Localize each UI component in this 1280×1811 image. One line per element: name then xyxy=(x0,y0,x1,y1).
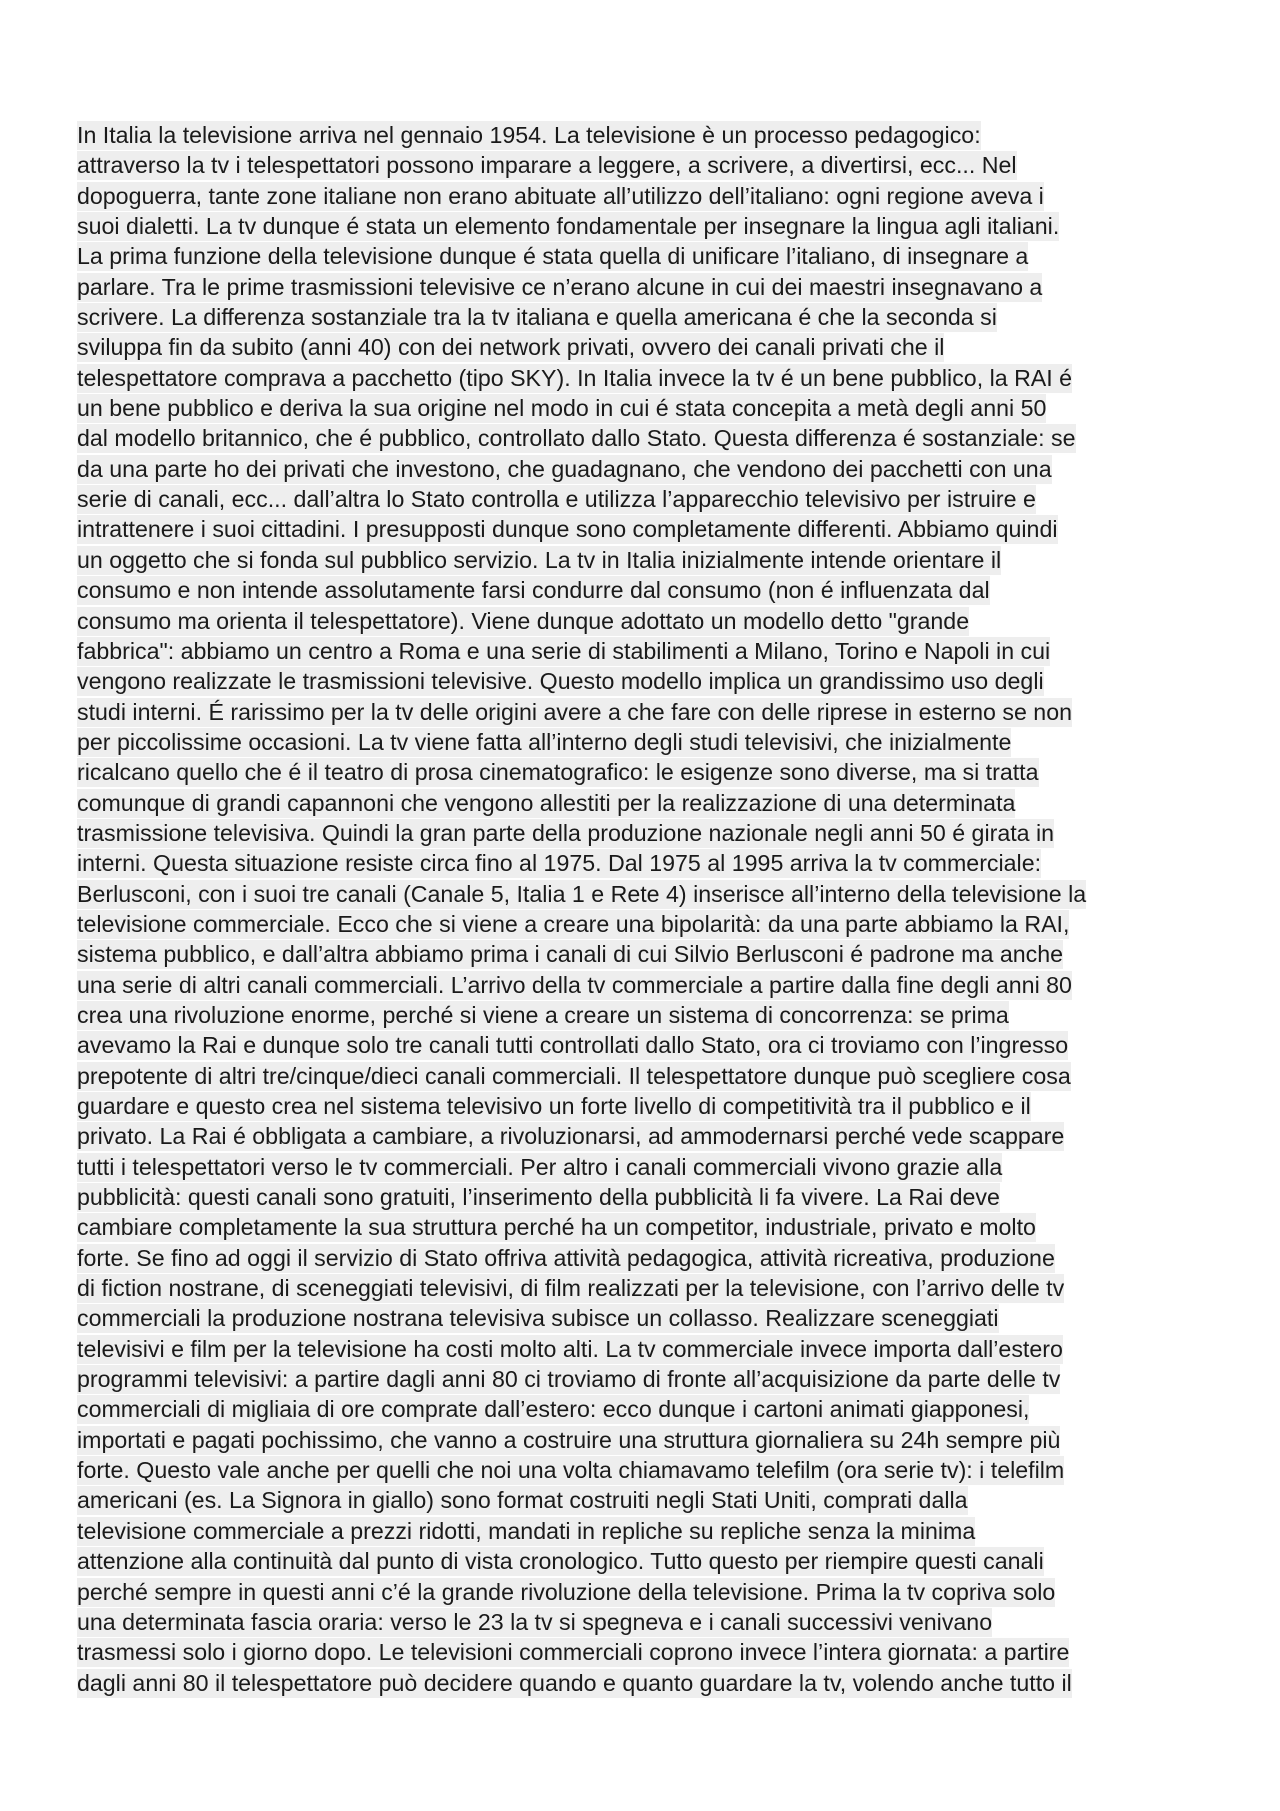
text-line-content: interni. Questa situazione resiste circa fino al 1975. Dal 1975 al 1995 arriva la tv commerciale: xyxy=(77,850,1042,877)
text-line-content: telespettatore comprava a pacchetto (tipo SKY). In Italia invece la tv é un bene pubblico, la RAI é xyxy=(77,364,1073,391)
text-line-content: perché sempre in questi anni c’é la grande rivoluzione della televisione. Prima la tv copriva solo xyxy=(77,1578,1056,1605)
text-line xyxy=(77,454,1217,484)
text-line-content: serie di canali, ecc... dall’altra lo Stato controlla e utilizza l’apparecchio televisivo per istruire e xyxy=(77,486,1036,513)
text-line xyxy=(77,484,1217,514)
text-line-content: dal modello britannico, che é pubblico, controllato dallo Stato. Questa differenza é sostanziale: se xyxy=(77,425,1076,452)
text-line-content: Berlusconi, con i suoi tre canali (Canale 5, Italia 1 e Rete 4) inserisce all’interno della televisione la xyxy=(77,880,1087,907)
text-line xyxy=(77,939,1217,969)
text-line-content: In Italia la televisione arriva nel gennaio 1954. La televisione è un processo pedagogico: xyxy=(77,122,981,148)
text-line xyxy=(77,211,1217,241)
text-line xyxy=(77,788,1217,818)
text-line xyxy=(77,1425,1217,1455)
text-line xyxy=(77,1334,1217,1364)
text-line-content: importati e pagati pochissimo, che vanno a costruire una struttura giornaliera su 24h sempre più xyxy=(77,1426,1061,1453)
text-line xyxy=(77,1061,1217,1091)
text-line-content: pubblicità: questi canali sono gratuiti, l’inserimento della pubblicità li fa vivere. La Rai deve xyxy=(77,1184,1000,1211)
text-line xyxy=(77,1091,1217,1121)
text-line xyxy=(77,1668,1217,1698)
text-line xyxy=(77,818,1217,848)
text-line xyxy=(77,514,1217,544)
text-line xyxy=(77,1000,1217,1030)
text-line xyxy=(77,1273,1217,1303)
text-line-content: suoi dialetti. La tv dunque é stata un elemento fondamentale per insegnare la lingua agli italiani. xyxy=(77,213,1060,240)
text-line xyxy=(77,1546,1217,1576)
text-line-content: ricalcano quello che é il teatro di prosa cinematografico: le esigenze sono diverse, ma si tratta xyxy=(77,759,1039,786)
text-line-content: privato. La Rai é obbligata a cambiare, a rivoluzionarsi, ad ammodernarsi perché vede scappare xyxy=(77,1123,1065,1150)
text-line xyxy=(77,697,1217,727)
text-line xyxy=(77,848,1217,878)
text-line xyxy=(77,120,1217,150)
text-line-content: attenzione alla continuità dal punto di vista cronologico. Tutto questo per riempire questi canali xyxy=(77,1548,1044,1575)
text-line-content: di fiction nostrane, di sceneggiati televisivi, di film realizzati per la televisione, con l’arrivo delle tv xyxy=(77,1275,1065,1302)
text-line xyxy=(77,150,1217,180)
text-line xyxy=(77,1455,1217,1485)
body-text xyxy=(77,120,1217,1698)
text-line-content: televisione commerciale a prezzi ridotti, mandati in repliche su repliche senza la minima xyxy=(77,1517,976,1544)
text-line-content: una determinata fascia oraria: verso le 23 la tv si spegneva e i canali successivi venivano xyxy=(77,1608,993,1635)
text-line-content: prepotente di altri tre/cinque/dieci canali commerciali. Il telespettatore dunque può scegliere cosa xyxy=(77,1062,1071,1089)
text-line-content: guardare e questo crea nel sistema televisivo un forte livello di competitività tra il pubblico e il xyxy=(77,1093,1031,1119)
text-line xyxy=(77,545,1217,575)
text-line xyxy=(77,302,1217,332)
text-line xyxy=(77,1212,1217,1242)
text-line xyxy=(77,332,1217,362)
text-line xyxy=(77,727,1217,757)
text-line xyxy=(77,1121,1217,1151)
text-line xyxy=(77,757,1217,787)
text-line-content: sviluppa fin da subito (anni 40) con dei network privati, ovvero dei canali privati che il xyxy=(77,334,945,361)
text-line-content: cambiare completamente la sua struttura perché ha un competitor, industriale, privato e molto xyxy=(77,1214,1036,1241)
text-line-content: fabbrica": abbiamo un centro a Roma e una serie di stabilimenti a Milano, Torino e Napoli in cui xyxy=(77,637,1051,664)
text-line xyxy=(77,1577,1217,1607)
text-line xyxy=(77,1303,1217,1333)
text-line-content: un bene pubblico e deriva la sua origine nel modo in cui é stata concepita a metà degli anni 50 xyxy=(77,395,1047,422)
text-line xyxy=(77,363,1217,393)
text-line-content: consumo e non intende assolutamente farsi condurre dal consumo (non é influenzata dal xyxy=(77,577,990,604)
text-line xyxy=(77,636,1217,666)
text-line-content: parlare. Tra le prime trasmissioni televisive ce n’erano alcune in cui dei maestri insegnavano a xyxy=(77,273,1043,300)
text-line xyxy=(77,1364,1217,1394)
text-line-content: forte. Questo vale anche per quelli che noi una volta chiamavamo telefilm (ora serie tv): i telefilm xyxy=(77,1457,1065,1484)
text-line-content: programmi televisivi: a partire dagli anni 80 ci troviamo di fronte all’acquisizione da parte delle tv xyxy=(77,1366,1061,1393)
text-line-content: un oggetto che si fonda sul pubblico servizio. La tv in Italia inizialmente intende orientare il xyxy=(77,546,1002,573)
text-line xyxy=(77,575,1217,605)
text-line xyxy=(77,393,1217,423)
text-line xyxy=(77,970,1217,1000)
text-line-content: comunque di grandi capannoni che vengono allestiti per la realizzazione di una determinata xyxy=(77,789,1016,816)
text-line-content: dagli anni 80 il telespettatore può decidere quando e quanto guardare la tv, volendo anche tutto il xyxy=(77,1669,1072,1696)
text-line-content: da una parte ho dei privati che investono, che guadagnano, che vendono dei pacchetti con una xyxy=(77,455,1052,482)
text-line xyxy=(77,1030,1217,1060)
text-line xyxy=(77,666,1217,696)
text-line-content: sistema pubblico, e dall’altra abbiamo prima i canali di cui Silvio Berlusconi é padrone ma anche xyxy=(77,941,1063,968)
text-line-content: televisivi e film per la televisione ha costi molto alti. La tv commerciale invece importa dall’estero xyxy=(77,1335,1063,1362)
text-line-content: per piccolissime occasioni. La tv viene fatta all’interno degli studi televisivi, che inizialmente xyxy=(77,728,1012,755)
text-line xyxy=(77,1607,1217,1637)
text-line xyxy=(77,1637,1217,1667)
text-line xyxy=(77,879,1217,909)
text-line-content: commerciali la produzione nostrana televisiva subisce un collasso. Realizzare sceneggiati xyxy=(77,1305,999,1332)
text-line-content: studi interni. É rarissimo per la tv delle origini avere a che fare con delle riprese in esterno se non xyxy=(77,698,1072,725)
text-line-content: televisione commerciale. Ecco che si viene a creare una bipolarità: da una parte abbiamo la RAI, xyxy=(77,910,1070,937)
text-line-content: La prima funzione della televisione dunque é stata quella di unificare l’italiano, di insegnare a xyxy=(77,243,1029,270)
text-line xyxy=(77,181,1217,211)
text-line-content: intrattenere i suoi cittadini. I presupposti dunque sono completamente differenti. Abbiamo quindi xyxy=(77,516,1058,543)
text-line-content: commerciali di migliaia di ore comprate dall’estero: ecco dunque i cartoni animati giapponesi, xyxy=(77,1396,1030,1423)
text-line-content: consumo ma orienta il telespettatore). Viene dunque adottato un modello detto "grande xyxy=(77,607,970,634)
text-line-content: americani (es. La Signora in giallo) sono format costruiti negli Stati Uniti, comprati dalla xyxy=(77,1487,968,1514)
text-line xyxy=(77,1516,1217,1546)
text-line-content: crea una rivoluzione enorme, perché si viene a creare un sistema di concorrenza: se prima xyxy=(77,1001,1009,1028)
text-line-content: forte. Se fino ad oggi il servizio di Stato offriva attività pedagogica, attività ricreativa, produzione xyxy=(77,1244,1055,1271)
text-line xyxy=(77,606,1217,636)
text-line-content: vengono realizzate le trasmissioni televisive. Questo modello implica un grandissimo uso degli xyxy=(77,668,1044,695)
text-line-content: una serie di altri canali commerciali. L’arrivo della tv commerciale a partire dalla fine degli anni 80 xyxy=(77,971,1072,998)
text-line xyxy=(77,241,1217,271)
text-line xyxy=(77,1485,1217,1515)
text-line-content: attraverso la tv i telespettatori possono imparare a leggere, a scrivere, a divertirsi, ecc... Nel xyxy=(77,152,1017,179)
text-line-content: scrivere. La differenza sostanziale tra la tv italiana e quella americana é che la seconda si xyxy=(77,304,997,331)
text-line xyxy=(77,1152,1217,1182)
text-line xyxy=(77,272,1217,302)
text-line-content: trasmissione televisiva. Quindi la gran parte della produzione nazionale negli anni 50 é girata in xyxy=(77,819,1055,846)
text-line xyxy=(77,1243,1217,1273)
text-line xyxy=(77,1182,1217,1212)
text-line xyxy=(77,909,1217,939)
text-line xyxy=(77,1394,1217,1424)
text-line-content: avevamo la Rai e dunque solo tre canali tutti controllati dallo Stato, ora ci troviamo con l’ingresso xyxy=(77,1032,1069,1059)
text-line-content: trasmessi solo i giorno dopo. Le televisioni commerciali coprono invece l’intera giornata: a partire xyxy=(77,1639,1070,1666)
text-line xyxy=(77,423,1217,453)
text-line-content: tutti i telespettatori verso le tv commerciali. Per altro i canali commerciali vivono grazie alla xyxy=(77,1153,1003,1180)
text-line-content: dopoguerra, tante zone italiane non erano abituate all’utilizzo dell’italiano: ogni regione aveva i xyxy=(77,182,1044,209)
